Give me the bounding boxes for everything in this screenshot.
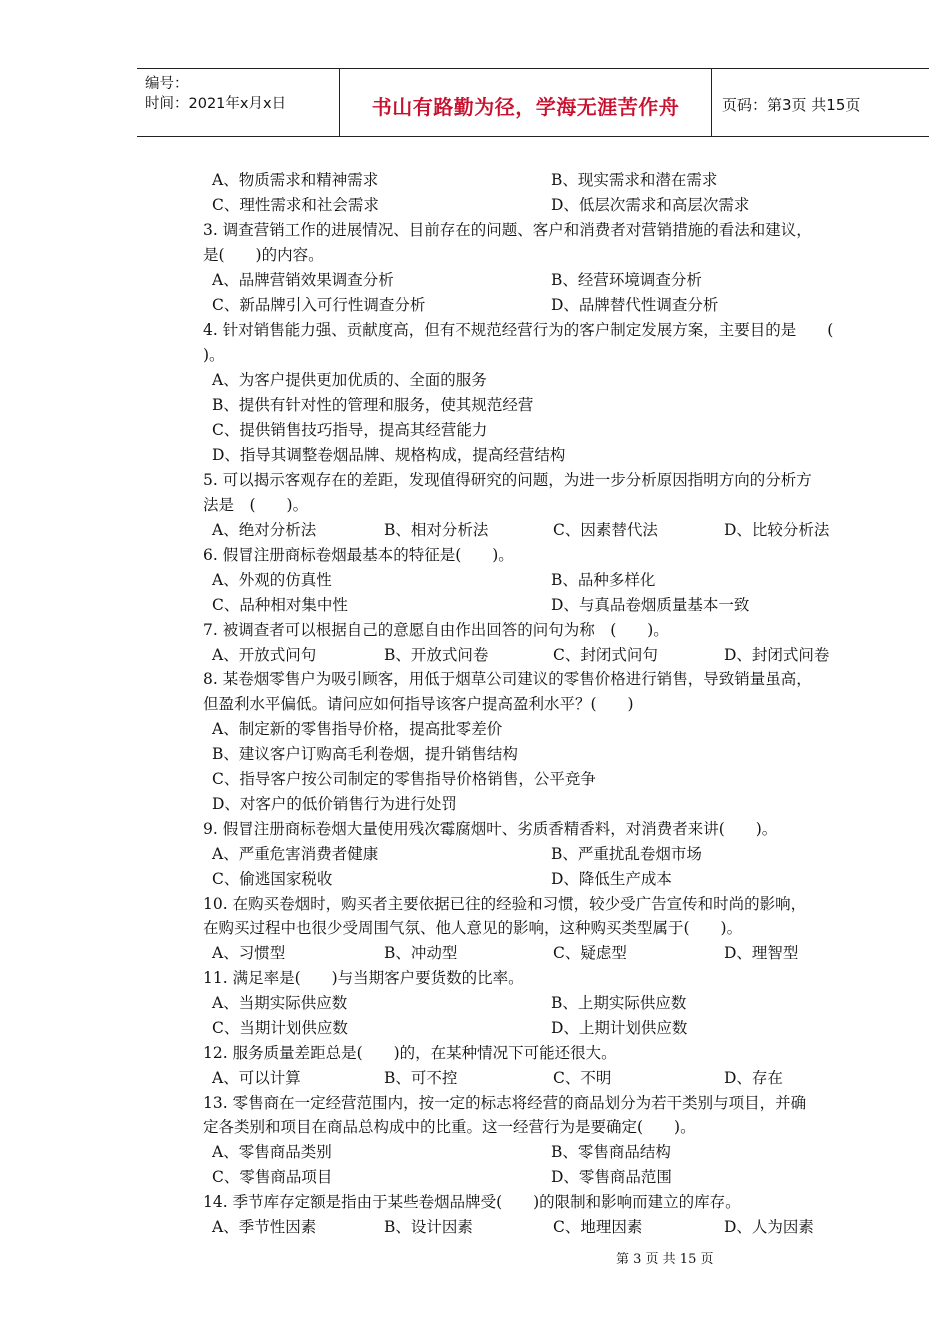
answer-option: D、存在 bbox=[724, 1069, 783, 1087]
answer-option: C、当期计划供应数 bbox=[212, 1019, 348, 1037]
text-line: 3. 调查营销工作的进展情况、目前存在的问题、客户和消费者对营销措施的看法和建议， bbox=[203, 221, 812, 239]
answer-option: C、封闭式问句 bbox=[553, 646, 658, 664]
text-line: B、建议客户订购高毛利卷烟，提升销售结构 bbox=[212, 745, 518, 763]
answer-option: D、比较分析法 bbox=[724, 521, 830, 539]
text-line: 5. 可以揭示客观存在的差距，发现值得研究的问题，为进一步分析原因指明方向的分析方 bbox=[203, 471, 812, 489]
text-line: C、指导客户按公司制定的零售指导价格销售，公平竞争 bbox=[212, 770, 596, 788]
answer-option: D、降低生产成本 bbox=[551, 870, 672, 888]
text-line: 4. 针对销售能力强、贡献度高，但有不规范经营行为的客户制定发展方案，主要目的是 ( bbox=[203, 321, 834, 339]
answer-option: B、相对分析法 bbox=[384, 521, 489, 539]
answer-option: B、品种多样化 bbox=[551, 571, 656, 589]
text-line: )。 bbox=[203, 346, 225, 364]
answer-option: C、地理因素 bbox=[553, 1218, 643, 1236]
header-meta-cell bbox=[137, 69, 340, 136]
answer-option: D、与真品卷烟质量基本一致 bbox=[551, 596, 750, 614]
text-line: D、指导其调整卷烟品牌、规格构成，提高经营结构 bbox=[212, 446, 566, 464]
text-line: 12. 服务质量差距总是( )的，在某种情况下可能还很大。 bbox=[203, 1044, 617, 1062]
answer-option: A、季节性因素 bbox=[212, 1218, 317, 1236]
answer-option: B、经营环境调查分析 bbox=[551, 271, 702, 289]
document-header bbox=[137, 68, 929, 137]
answer-option: D、封闭式问卷 bbox=[724, 646, 830, 664]
text-line: B、提供有针对性的管理和服务，使其规范经营 bbox=[212, 396, 534, 414]
answer-option: C、疑虑型 bbox=[553, 944, 627, 962]
text-line: A、制定新的零售指导价格，提高批零差价 bbox=[212, 720, 503, 738]
answer-option: D、零售商品范围 bbox=[551, 1168, 672, 1186]
header-page-cell bbox=[712, 69, 929, 136]
answer-option: C、理性需求和社会需求 bbox=[212, 196, 379, 214]
answer-option: A、物质需求和精神需求 bbox=[212, 171, 379, 189]
header-motto: 书山有路勤为径，学海无涯苦作舟 bbox=[371, 95, 680, 119]
answer-option: C、不明 bbox=[553, 1069, 612, 1087]
text-line: 法是 ( )。 bbox=[203, 496, 309, 514]
answer-option: C、因素替代法 bbox=[553, 521, 658, 539]
text-line: 但盈利水平偏低。请问应如何指导该客户提高盈利水平？( ) bbox=[203, 695, 634, 713]
answer-option: D、品牌替代性调查分析 bbox=[551, 296, 719, 314]
answer-option: C、新品牌引入可行性调查分析 bbox=[212, 296, 426, 314]
answer-option: B、严重扰乱卷烟市场 bbox=[551, 845, 702, 863]
text-line: 在购买过程中也很少受周围气氛、他人意见的影响，这种购买类型属于( )。 bbox=[203, 919, 743, 937]
answer-option: B、设计因素 bbox=[384, 1218, 473, 1236]
answer-option: B、开放式问卷 bbox=[384, 646, 489, 664]
page-footer: 第 3 页 共 15 页 bbox=[616, 1252, 714, 1267]
header-motto-cell bbox=[340, 69, 712, 136]
text-line: 9. 假冒注册商标卷烟大量使用残次霉腐烟叶、劣质香精香料，对消费者来讲( )。 bbox=[203, 820, 778, 838]
text-line: 8. 某卷烟零售户为吸引顾客，用低于烟草公司建议的零售价格进行销售，导致销量虽高， bbox=[203, 670, 812, 688]
text-line: 13. 零售商在一定经营范围内，按一定的标志将经营的商品划分为若干类别与项目，并确 bbox=[203, 1094, 807, 1112]
text-line: 7. 被调查者可以根据自己的意愿自由作出回答的问句为称 ( )。 bbox=[203, 621, 669, 639]
document-time-label: 时间：2021年x月x日 bbox=[145, 96, 287, 112]
answer-option: C、零售商品项目 bbox=[212, 1168, 333, 1186]
answer-option: A、习惯型 bbox=[212, 944, 286, 962]
text-line: 是( )的内容。 bbox=[203, 246, 324, 264]
answer-option: A、零售商品类别 bbox=[212, 1143, 332, 1161]
answer-option: C、品种相对集中性 bbox=[212, 596, 348, 614]
answer-option: D、理智型 bbox=[724, 944, 799, 962]
text-line: 定各类别和项目在商品总构成中的比重。这一经营行为是要确定( )。 bbox=[203, 1118, 696, 1136]
answer-option: D、上期计划供应数 bbox=[551, 1019, 688, 1037]
answer-option: A、绝对分析法 bbox=[212, 521, 317, 539]
text-line: C、提供销售技巧指导，提高其经营能力 bbox=[212, 421, 488, 439]
answer-option: B、可不控 bbox=[384, 1069, 458, 1087]
answer-option: D、低层次需求和高层次需求 bbox=[551, 196, 750, 214]
answer-option: A、外观的仿真性 bbox=[212, 571, 332, 589]
text-line: D、对客户的低价销售行为进行处罚 bbox=[212, 795, 457, 813]
text-line: A、为客户提供更加优质的、全面的服务 bbox=[212, 371, 487, 389]
answer-option: A、品牌营销效果调查分析 bbox=[212, 271, 394, 289]
text-line: 10. 在购买卷烟时，购买者主要依据已往的经验和习惯，较少受广告宣传和时尚的影响， bbox=[203, 895, 807, 913]
answer-option: C、偷逃国家税收 bbox=[212, 870, 333, 888]
text-line: 14. 季节库存定额是指由于某些卷烟品牌受( )的限制和影响而建立的库存。 bbox=[203, 1193, 741, 1211]
answer-option: A、当期实际供应数 bbox=[212, 994, 348, 1012]
answer-option: A、可以计算 bbox=[212, 1069, 301, 1087]
text-line: 6. 假冒注册商标卷烟最基本的特征是( )。 bbox=[203, 546, 514, 564]
document-number-label: 编号： bbox=[145, 76, 189, 92]
answer-option: B、冲动型 bbox=[384, 944, 458, 962]
answer-option: B、现实需求和潜在需求 bbox=[551, 171, 718, 189]
header-page-info: 页码：第3页 共15页 bbox=[722, 96, 861, 114]
answer-option: A、严重危害消费者健康 bbox=[212, 845, 379, 863]
answer-option: B、零售商品结构 bbox=[551, 1143, 671, 1161]
answer-option: A、开放式问句 bbox=[212, 646, 317, 664]
text-line: 11. 满足率是( )与当期客户要货数的比率。 bbox=[203, 969, 524, 987]
answer-option: D、人为因素 bbox=[724, 1218, 814, 1236]
answer-option: B、上期实际供应数 bbox=[551, 994, 687, 1012]
